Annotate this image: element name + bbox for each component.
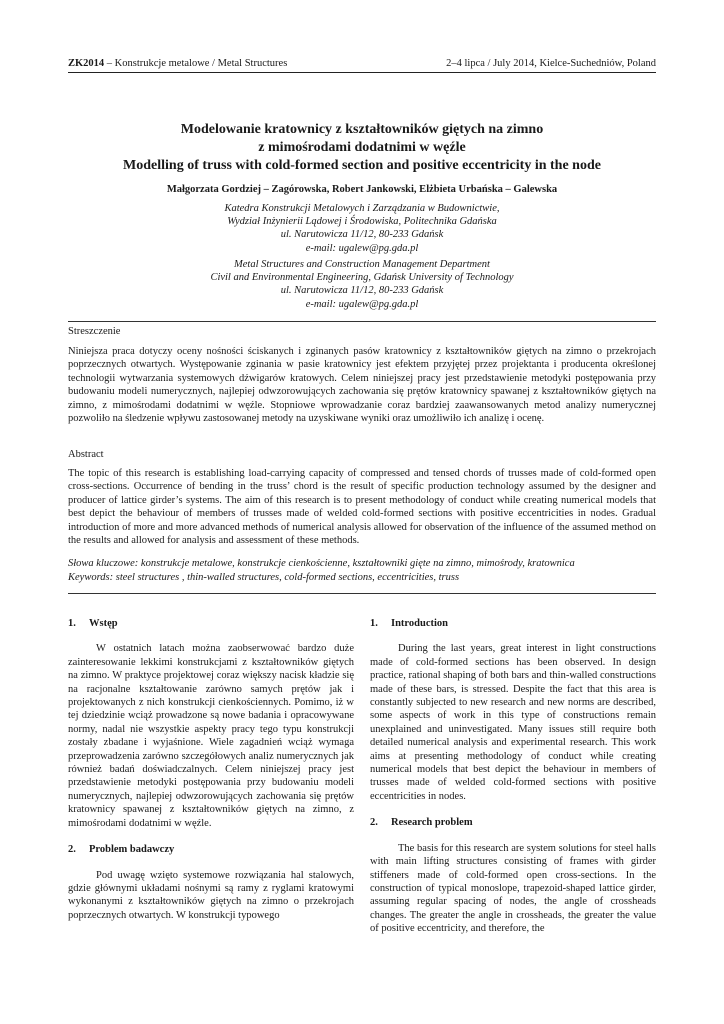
title-pl-line2: z mimośrodami dodatnimi w węźle: [258, 140, 466, 155]
keywords: [68, 557, 656, 584]
conference-name: – Konstrukcje metalowe / Metal Structures: [104, 58, 288, 69]
abstract-text: The topic of this research is establishing load-carrying capacity of compressed and tensed chords of trusses made of cold-formed open cross-sections. Occurrence of bending in the truss’ chord is the result of specific production technology assumed by the designer and producer of lattice girder’s systems. The aim of this research is to present methodology of conduct while creating numerical models that best depict the behaviour of members of trusses made of welded cold-formed sections with positive eccentricities in nodes. Gradual introduction of more and more advanced methods of numerical analysis allowed for observation of the influence of the assumed method on the results and allowed for analysis and assessment of these methods.: [68, 468, 656, 547]
running-header: [68, 57, 656, 73]
streszczenie-text: Niniejsza praca dotyczy oceny nośności ściskanych i zginanych pasów kratownicy z kształtowników giętych na zimno o przekrojach poprzecznych otwartych. Występowanie zginania w pasie kratownicy jest efektem przyjętej przez projektanta i producenta określonej technologii wytwarzania systemowych dźwigarów kratowych. Celem niniejszej pracy jest przedstawienie metodyki postępowania przy budowaniu modeli numerycznych, najlepiej odwzorowujących zachowania się prętów kratownicy spawanej z kształtowników giętych na zimno, z mimośrodami dodatnimi w węźle. Stopniowe wprowadzanie coraz bardziej zaawansowanych metod analizy numerycznej pozwoliło na śledzenie wpływu zastosowanej metody na uzyskiwane wyniki oraz umożliwiło ich analizę i ocenę.: [68, 346, 656, 425]
section-number: 1.: [370, 618, 378, 629]
section-number: 2.: [370, 817, 378, 829]
conference-code: ZK2014: [68, 58, 105, 69]
section-heading-introduction: [370, 617, 656, 630]
streszczenie-heading: Streszczenie: [68, 326, 121, 337]
section-paragraph: Pod uwagę wzięto systemowe rozwiązania hal stalowych, gdzie głównymi układami nośnymi są ramy z ryglami kratowymi wykonanymi z kształtowników giętych na zimno o przekrojach poprzecznych otwartych. W konstrukcji typowego: [68, 869, 354, 921]
authors: Małgorzata Gordziej – Zagórowska, Robert Jankowski, Elżbieta Urbańska – Galewska: [166, 184, 558, 195]
left-column: [68, 617, 354, 922]
affiliation-line: ul. Narutowicza 11/12, 80-233 Gdańsk: [280, 229, 444, 241]
section-paragraph: During the last years, great interest in light constructions made of cold-formed sections has been observed. In design practice, rational shaping of both bars and thin-walled constructions made of these bars, is stressed. Despite the fact that this area is constantly subjected to new research and new norms are described, some aspects of work in this type of constructions remain unexplained and uninvestigated. Many issues still require both detailed numerical analysis and experimental research. This work aims at presenting methodology of conduct while creating numerical models that best depict the behaviour in members of trusses made of welded cold-formed sections with positive eccentricities in nodes.: [370, 643, 656, 802]
affiliation-pl: [68, 202, 656, 255]
title-en: Modelling of truss with cold-formed section and positive eccentricity in the node: [123, 158, 601, 173]
keywords-pl: Słowa kluczowe: konstrukcje metalowe, konstrukcje cienkościenne, kształtowniki gięte na zimno, mimośrody, kratownica: [68, 558, 575, 569]
section-title: Research problem: [391, 817, 473, 829]
section-paragraph: The basis for this research are system solutions for steel halls with main lifting structures consisting of frames with girder stiffeners made of cold-formed open cross-sections. In the construction of typical monoslope, trapezoid-shaped lattice girder, assuming regular spacing of nodes, the angle of crossheads changes. The greater the angle in crossheads, the greater the value of positive eccentricity, and therefore, the: [370, 842, 656, 935]
section-title: Wstęp: [89, 618, 118, 629]
divider-bottom: [68, 593, 656, 594]
section-heading-wstep: [68, 617, 354, 630]
paper-title: [68, 121, 656, 175]
affiliation-line: Wydział Inżynierii Lądowej i Środowiska, Politechnika Gdańska: [227, 216, 497, 228]
title-pl-line1: Modelowanie kratownicy z kształtowników giętych na zimno: [180, 122, 544, 137]
affiliation-line: Civil and Environmental Engineering, Gdańsk University of Technology: [210, 272, 514, 284]
section-heading-research-problem: [370, 816, 656, 829]
section-title: Problem badawczy: [89, 844, 175, 856]
right-column: [370, 617, 656, 936]
affiliation-line: Metal Structures and Construction Management Department: [234, 259, 490, 270]
affiliation-en: [68, 258, 656, 311]
divider-top: [68, 321, 656, 322]
keywords-en: Keywords: steel structures , thin-walled structures, cold-formed sections, eccentricities, truss: [68, 571, 460, 583]
header-date-place: 2–4 lipca / July 2014, Kielce-Suchedniów, Poland: [446, 58, 656, 69]
header-left: [68, 57, 287, 70]
affiliation-email: e-mail: ugalew@pg.gda.pl: [305, 242, 419, 254]
section-number: 1.: [68, 618, 76, 629]
section-number: 2.: [68, 844, 76, 856]
section-heading-problem-badawczy: [68, 843, 354, 856]
section-title: Introduction: [391, 618, 448, 629]
affiliation-line: ul. Narutowicza 11/12, 80-233 Gdańsk: [280, 285, 444, 297]
abstract-heading: Abstract: [68, 449, 104, 460]
affiliation-email: e-mail: ugalew@pg.gda.pl: [305, 298, 419, 310]
affiliation-line: Katedra Konstrukcji Metalowych i Zarządzania w Budownictwie,: [224, 203, 500, 214]
section-paragraph: W ostatnich latach można zaobserwować bardzo duże zainteresowanie lekkimi konstrukcjami z kształtowników giętych na zimno. W praktyce projektowej coraz większy nacisk kładzie się na racjonalne kształtowanie zarówno samych prętów jak i projektowanych z nich konstrukcji cienkościennych. Pomimo, iż w tej dziedzinie wciąż prowadzone są nowe badania i opracowywane normy, nadal nie wszystkie aspekty pracy tego typu konstrukcji zostały zbadane i wyjaśnione. Wiele zagadnień wciąż wymaga przeprowadzenia zarówno szczegółowych analiz numerycznych jak również badań doświadczalnych. Celem niniejszej pracy jest przedstawienie metodyki postępowania przy budowaniu modeli numerycznych, najlepiej odwzorowujących zachowania się prętów kratownicy spawanej z kształtowników giętych na zimno, z mimośrodami dodatnimi w węźle.: [68, 643, 354, 829]
